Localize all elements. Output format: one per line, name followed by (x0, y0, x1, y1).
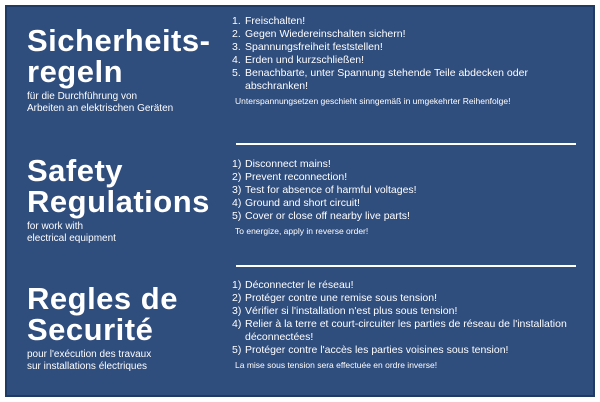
rules-list-german (232, 15, 582, 107)
rule-item: 5) Cover or close off nearby live parts! (232, 210, 410, 222)
rules-list-french (232, 279, 582, 371)
rule-item: 5) Protéger contre l'accès les parties voisines sous tension! (232, 344, 509, 356)
section-title: Sicherheits- regeln (27, 23, 211, 89)
rule-item: 4) Ground and short circuit! (232, 197, 360, 209)
rule-item: 1) Disconnect mains! (232, 158, 331, 170)
divider (236, 265, 576, 267)
section-german-header (27, 25, 232, 115)
rule-item: 5. Benachbarte, unter Spannung stehende Teile abdecken oder abschranken! (232, 67, 528, 92)
safety-sign (5, 5, 595, 397)
rule-item: 2) Prevent reconnection! (232, 171, 348, 183)
section-subtitle: pour l'exécution des travaux sur installations électriques (27, 349, 152, 372)
rule-item: 3) Vérifier si l'installation n'est plus sous tension! (232, 305, 458, 317)
rule-item: 2) Protéger contre une remise sous tension! (232, 292, 438, 304)
rule-item: 3) Test for absence of harmful voltages! (232, 184, 417, 196)
section-title: Regles de Securité (27, 281, 178, 347)
rules-list-english (232, 158, 582, 237)
divider (236, 143, 576, 145)
rule-item: 3. Spannungsfreiheit feststellen! (232, 41, 383, 53)
section-french-header (27, 283, 232, 373)
rule-item: 2. Gegen Wiedereinschalten sichern! (232, 28, 406, 40)
rule-item: 1. Freischalten! (232, 15, 306, 27)
rule-item: 1) Déconnecter le réseau! (232, 279, 354, 291)
rule-item: 4) Relier à la terre et court-circuiter les parties de réseau de l'installation déconnectées! (232, 318, 567, 343)
reverse-order-note: La mise sous tension sera effectuée en ordre inverse! (235, 360, 438, 370)
section-title: Safety Regulations (27, 153, 210, 219)
reverse-order-note: To energize, apply in reverse order! (235, 226, 369, 236)
section-english-header (27, 155, 232, 245)
section-subtitle: für die Durchführung von Arbeiten an elektrischen Geräten (27, 91, 174, 114)
section-subtitle: for work with electrical equipment (27, 221, 116, 244)
rule-item: 4. Erden und kurzschließen! (232, 54, 365, 66)
reverse-order-note: Unterspannungsetzen geschieht sinngemäß in umgekehrter Reihenfolge! (235, 96, 511, 106)
